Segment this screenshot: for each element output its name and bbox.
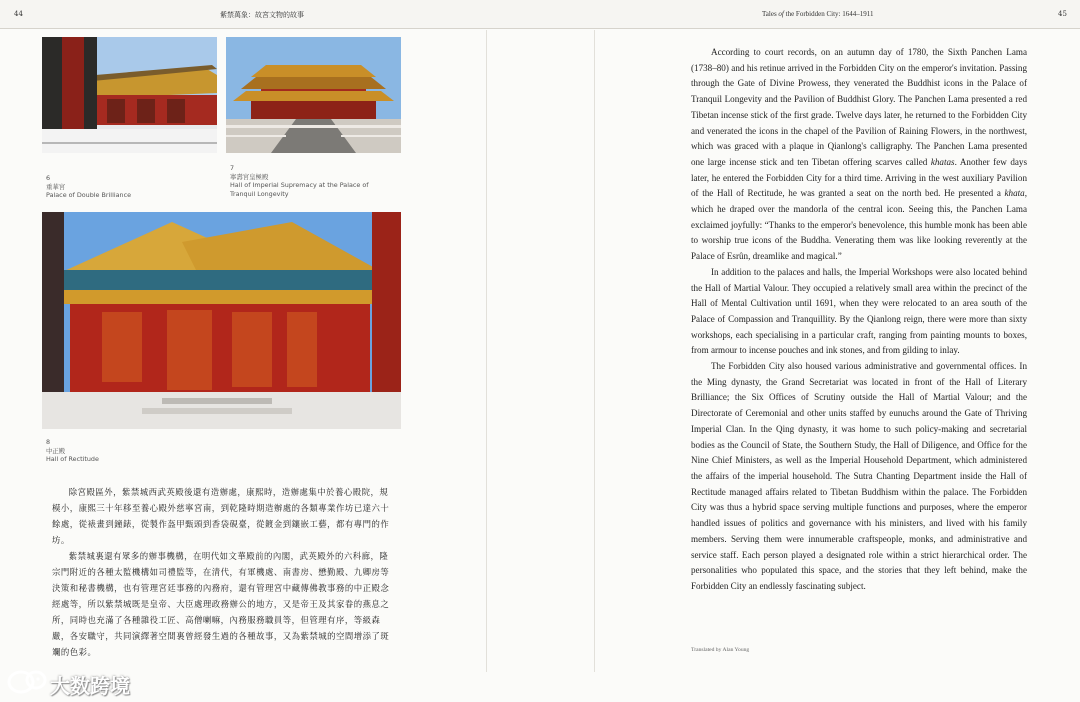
figure-7-title-en-line2: Tranquil Longevity [230, 189, 289, 198]
right-title-prefix: Tales [762, 10, 779, 18]
figure-7-title-en-line1: Hall of Imperial Supremacy at the Palace of [230, 181, 369, 190]
figure-8-number: 8 [46, 438, 51, 446]
figure-6-title-en: Palace of Double Brilliance [46, 191, 132, 200]
right-running-header [540, 0, 1080, 29]
left-running-header [0, 0, 540, 29]
left-page-number: 44 [14, 10, 23, 18]
english-paragraph: In addition to the palaces and halls, the Imperial Workshops were also located behind the Hall of Martial Valour. They occupied a relatively small area within the precinct of the Hall of Mental Cultivation until 1691, when they were relocated to an area south of the Palace of Compassion and Tranquillity. By the Qianlong reign, there were more than sixty workshops, each specialising in a particular craft, ranging from painting mounts to boxes, from armour to incense pouches and ink stones, and from gilding to inlay. [691, 266, 1027, 356]
right-title-suffix: the Forbidden City: 1644–1911 [783, 10, 874, 18]
chinese-body-text [52, 484, 392, 660]
figure-8-caption [46, 438, 99, 464]
english-paragraph: According to court records, on an autumn day of 1780, the Sixth Panchen Lama (1738–80) and his retinue arrived in the Forbidden City on the emperor's invitation. Passing through the Gate of Divine Prowess, they venerated the Buddhist icons in the Palace of Tranquil Longevity and the Pavilion of Buddhist Glory. The Panchen Lama presented a red Tibetan incense stick of the first grade. Twelve days later, he returned to the Forbidden City and venerated the icons in the chapel of the Pavilion of Raining Flowers, in the northwest, which was graced with a plaque in Qianlong's calligraphy. The Panchen Lama presented one large incense stick and ten Tibetan offering scarves called khatas. Another few days later, he entered the Forbidden City for a third time. Arriving in the west auxiliary Pavilion of the Hall of Rectitude, he was granted a seat on the north bed. He presented a khata, which he draped over the mandorla of the central icon. Seeing this, the Panchen Lama exclaimed joyfully: “Thanks to the emperor's benevolence, this humble monk has been able to worship true icons of the Buddha. Venerating them was like looking reverently at the Palace of Esrûn, dreamlike and magical.” [691, 47, 1027, 262]
right-running-title [762, 10, 873, 18]
right-title-of: of [778, 10, 784, 18]
translator-credit: Translated by Alan Young [691, 647, 750, 653]
figure-8-title-en: Hall of Rectitude [46, 455, 99, 464]
figure-6-caption [46, 174, 131, 200]
right-page-number: 45 [1058, 10, 1067, 18]
watermark [6, 668, 146, 696]
page-divider [486, 30, 487, 672]
english-paragraph: The Forbidden City also housed various administrative and governmental offices. In the Ming dynasty, the Grand Secretariat was located in front of the Hall of Literary Brilliance; the Six Offices of Scrutiny outside the Hall of Martial Valour; and the Directorate of Ceremonial and other units staffed by eunuchs around the Gate of Thriving Imperial Clan. In the Qing dynasty, it was home to such policy-making and secretarial bodies as the Council of State, the Southern Study, the Hall of Diligence, and Office for the Nine Chief Ministers, as well as the Imperial Household Department, which administered the affairs of the imperial household. The Sutra Chanting Department inside the Hall of Rectitude managed affairs related to Tibetan Buddhism within the palace. The Forbidden City was thus a hybrid space serving multiple functions and purposes, where the emperor handled issues of politics and governance with his ministers, and lived with his family members. Serving them were innumerable craftspeople, monks, and administrative and service staff. Each person played a designated role within a strict hierarchical order. The personalities who populated this space, and the stories that they left behind, make the Forbidden City an endlessly fascinating subject. [691, 361, 1027, 591]
photo-hall-of-rectitude [42, 212, 401, 429]
figure-7-title-cn: 寧壽宮皇極殿 [230, 172, 269, 181]
chinese-paragraph: 紫禁城裏還有眾多的辦事機構，在明代如文華殿前的內閣，武英殿外的六科廊，隆宗門附近的各種太監機構如司禮監等，在清代，有軍機處、南書房、懋勤殿、九卿房等決策和秘書機構，也有管理宮廷事務的內務府，還有管理宮中藏傳佛教事務的中正殿念經處等，所以紫禁城既是皇帝、大臣處理政務辦公的地方，又是帝王及其家眷的燕息之所，同時也充滿了各種雜役工匠、高僧喇嘛，內務服務職員等，但管理有序，等級森嚴，各安職守，共同演繹著空間裏曾經發生過的各種故事，又為紫禁城的空間增添了斑斕的色彩。 [52, 551, 390, 657]
photo-hall-of-imperial-supremacy [226, 37, 401, 153]
left-running-title: 紫禁萬象：故宮文物的故事 [220, 11, 304, 19]
page-divider [594, 30, 595, 672]
figure-7-number: 7 [230, 164, 235, 172]
figure-8-title-cn: 中正殿 [46, 446, 66, 455]
english-body-text [691, 45, 1027, 595]
photo-palace-of-double-brilliance [42, 37, 217, 153]
logo-bubble-icon [6, 668, 48, 696]
right-page [540, 0, 1080, 702]
chinese-paragraph: 除宮殿區外，紫禁城西武英殿後還有造辦處，康熙時，造辦處集中於養心殿院，規模小，康熙三十年移至養心殿外慈寧宮南，到乾隆時期造辦處的各類專業作坊已達六十餘處，從裱畫到鐘錶，從製作盔甲甄頭到香袋硯臺，從鍍金到鑲嵌工藝，都有專門的作坊。 [52, 487, 390, 545]
figure-6-number: 6 [46, 174, 51, 182]
figure-6-title-cn: 重華宮 [46, 182, 66, 191]
watermark-text: 大数跨境 [50, 674, 130, 698]
figure-7-caption [230, 164, 369, 198]
